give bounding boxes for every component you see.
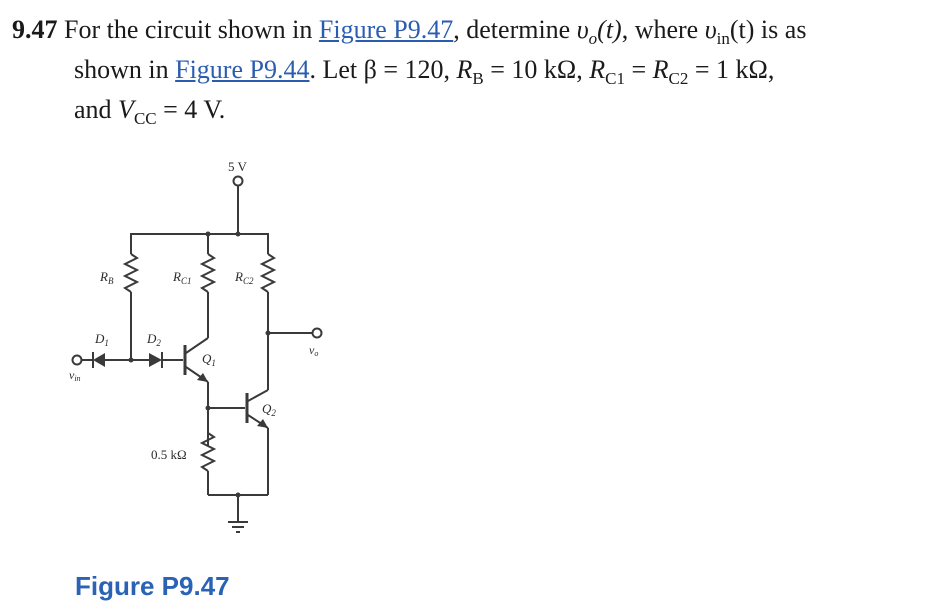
supply-label: 5 V	[228, 159, 247, 174]
rc1-label: $R_{C1}$	[173, 269, 192, 286]
q1-label: $Q_1$	[202, 351, 216, 368]
rc2-symbol: R	[652, 55, 669, 84]
output-terminal	[313, 329, 322, 338]
q1-emitter-arrow	[197, 373, 208, 382]
rc2-label: $R_{C2}$	[235, 269, 254, 286]
vin-symbol: υ	[704, 15, 717, 44]
problem-text: = 10 kΩ,	[483, 55, 590, 84]
vo-symbol: υ	[576, 15, 589, 44]
rb-subscript: B	[472, 69, 484, 88]
problem-text: = 1 kΩ,	[688, 55, 775, 84]
rb-resistor	[125, 254, 137, 292]
d2-diode	[149, 353, 162, 367]
q2-collector	[248, 390, 268, 401]
problem-text: (t) is as	[729, 15, 807, 44]
top-rail	[131, 234, 268, 254]
vo-label: vo	[309, 343, 319, 358]
circuit-diagram	[55, 150, 355, 550]
junction-dot	[206, 406, 211, 411]
q2-emitter-arrow	[257, 419, 268, 428]
problem-text: and	[74, 95, 119, 124]
junction-dot	[236, 232, 241, 237]
junction-dot	[206, 232, 211, 237]
supply-terminal	[234, 177, 243, 186]
rc2-subscript: C2	[668, 69, 689, 88]
q2-label: $Q_2$	[262, 401, 276, 418]
vin-subscript: in	[716, 29, 730, 48]
figure-caption: Figure P9.47	[75, 571, 230, 601]
figure-p9-44-link[interactable]: Figure P9.44	[175, 55, 310, 84]
problem-line-2	[12, 50, 942, 90]
rb-label: $R_B$	[100, 269, 114, 286]
vcc-subscript: CC	[133, 109, 157, 128]
junction-dot	[266, 331, 271, 336]
rc1-subscript: C1	[605, 69, 625, 88]
rb-symbol: R	[456, 55, 473, 84]
time-arg: (t)	[597, 15, 622, 44]
problem-text: , where	[621, 15, 705, 44]
rc1-symbol: R	[589, 55, 606, 84]
vcc-symbol: V	[118, 95, 134, 124]
problem-text: , determine	[453, 15, 577, 44]
input-terminal	[73, 356, 82, 365]
problem-text: = 4 V.	[156, 95, 226, 124]
problem-statement	[12, 10, 942, 130]
problem-number: 9.47	[12, 15, 58, 44]
d2-label: $D_2$	[147, 331, 161, 348]
vo-subscript: o	[588, 29, 598, 48]
problem-line-1	[12, 10, 942, 50]
rc2-resistor	[262, 254, 274, 292]
problem-text: shown in	[74, 55, 176, 84]
problem-text: =	[624, 55, 653, 84]
problem-line-3	[12, 90, 942, 130]
problem-text: . Let β = 120,	[309, 55, 457, 84]
d1-label: $D_1$	[95, 331, 109, 348]
rc1-resistor	[202, 254, 214, 292]
problem-text: For the circuit shown in	[64, 15, 319, 44]
vin-label: vin	[69, 368, 81, 383]
re-label: 0.5 kΩ	[151, 447, 187, 462]
d1-diode	[93, 353, 105, 367]
figure-p9-47-link[interactable]: Figure P9.47	[318, 15, 454, 44]
